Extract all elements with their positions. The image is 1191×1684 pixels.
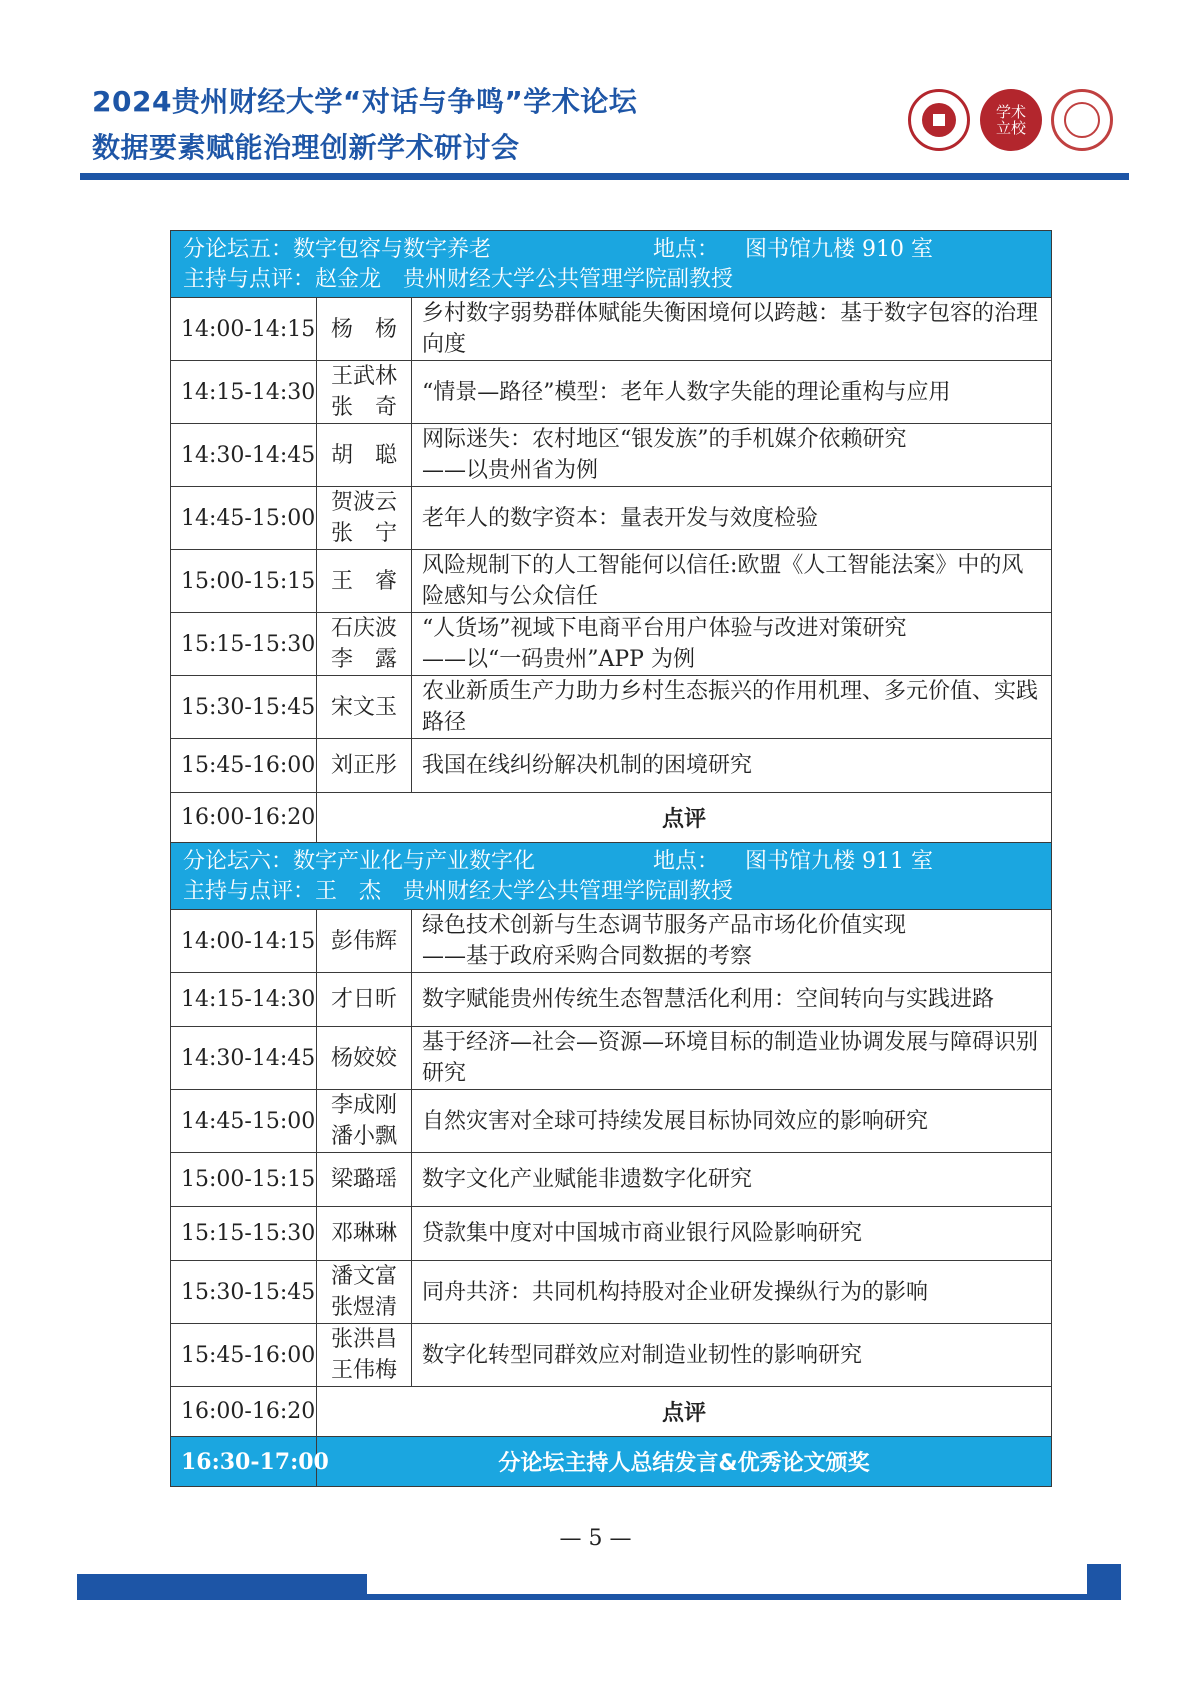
forum5-title: 分论坛五：数字包容与数字养老	[183, 237, 492, 262]
paper-topic: 风险规制下的人工智能何以信任:欧盟《人工智能法案》中的风险感知与公众信任	[412, 550, 1052, 613]
table-row	[171, 1261, 1052, 1324]
document-subtitle: 数据要素赋能治理创新学术研讨会	[92, 131, 520, 164]
presenter-name: 潘文富 张煜清	[317, 1261, 412, 1324]
forum6-title: 分论坛六：数字产业化与产业数字化	[183, 849, 536, 874]
seal-text: 学术 立校	[995, 103, 1026, 137]
forum6-review-row	[171, 1387, 1052, 1437]
presenter-name: 张洪昌 王伟梅	[317, 1324, 412, 1387]
presenter-name: 王武林 张 奇	[317, 361, 412, 424]
review-label: 点评	[317, 793, 1052, 843]
forum6-location: 图书馆九楼 911 室	[745, 849, 933, 874]
presenter-name: 胡 聪	[317, 424, 412, 487]
session-time: 14:15-14:30	[171, 361, 317, 424]
paper-topic: 基于经济—社会—资源—环境目标的制造业协调发展与障碍识别研究	[412, 1027, 1052, 1090]
table-row	[171, 1207, 1052, 1261]
session-time: 15:00-15:15	[171, 1153, 317, 1207]
session-time: 15:45-16:00	[171, 1324, 317, 1387]
table-row	[171, 739, 1052, 793]
forum5-location-label: 地点：	[653, 237, 720, 262]
paper-topic: 数字赋能贵州传统生态智慧活化利用：空间转向与实践进路	[412, 973, 1052, 1027]
presenter-name: 石庆波 李 露	[317, 613, 412, 676]
table-row	[171, 550, 1052, 613]
session-time: 15:15-15:30	[171, 613, 317, 676]
academic-seal-icon	[980, 89, 1042, 151]
table-row	[171, 910, 1052, 973]
table-row	[171, 298, 1052, 361]
forum6-host: 主持与点评：王 杰 贵州财经大学公共管理学院副教授	[183, 879, 734, 904]
table-row	[171, 424, 1052, 487]
table-row	[171, 1090, 1052, 1153]
table-row	[171, 1153, 1052, 1207]
forum5-header	[171, 231, 1052, 298]
paper-topic: 同舟共济：共同机构持股对企业研发操纵行为的影响	[412, 1261, 1052, 1324]
footer-bar-left	[77, 1574, 367, 1596]
session-time: 14:00-14:15	[171, 298, 317, 361]
closing-label: 分论坛主持人总结发言&优秀论文颁奖	[317, 1437, 1052, 1487]
paper-topic: 我国在线纠纷解决机制的困境研究	[412, 739, 1052, 793]
paper-topic: 自然灾害对全球可持续发展目标协同效应的影响研究	[412, 1090, 1052, 1153]
table-row	[171, 676, 1052, 739]
forum6-location-label: 地点：	[653, 849, 720, 874]
session-time: 14:30-14:45	[171, 1027, 317, 1090]
session-time: 15:30-15:45	[171, 1261, 317, 1324]
presenter-name: 才日昕	[317, 973, 412, 1027]
session-time: 15:15-15:30	[171, 1207, 317, 1261]
college-seal-icon	[1051, 89, 1113, 151]
review-time: 16:00-16:20	[171, 1387, 317, 1437]
paper-topic: 乡村数字弱势群体赋能失衡困境何以跨越：基于数字包容的治理向度	[412, 298, 1052, 361]
presenter-name: 邓琳琳	[317, 1207, 412, 1261]
session-time: 15:30-15:45	[171, 676, 317, 739]
forum5-title-line	[183, 235, 1039, 265]
table-row	[171, 613, 1052, 676]
review-time: 16:00-16:20	[171, 793, 317, 843]
presenter-name: 贺波云 张 宁	[317, 487, 412, 550]
university-seal-icon	[908, 89, 970, 151]
footer-rule	[77, 1594, 1121, 1600]
presenter-name: 梁璐瑶	[317, 1153, 412, 1207]
session-time: 14:15-14:30	[171, 973, 317, 1027]
session-time: 14:45-15:00	[171, 487, 317, 550]
presenter-name: 杨 杨	[317, 298, 412, 361]
table-row	[171, 973, 1052, 1027]
presenter-name: 李成刚 潘小飘	[317, 1090, 412, 1153]
paper-topic: 农业新质生产力助力乡村生态振兴的作用机理、多元价值、实践路径	[412, 676, 1052, 739]
presenter-name: 宋文玉	[317, 676, 412, 739]
table-row	[171, 361, 1052, 424]
forum6-header	[171, 843, 1052, 910]
paper-topic: 老年人的数字资本：量表开发与效度检验	[412, 487, 1052, 550]
paper-topic: 网际迷失：农村地区“银发族”的手机媒介依赖研究 ——以贵州省为例	[412, 424, 1052, 487]
forum5-review-row	[171, 793, 1052, 843]
forum5-host: 主持与点评：赵金龙 贵州财经大学公共管理学院副教授	[183, 267, 734, 292]
paper-topic: 贷款集中度对中国城市商业银行风险影响研究	[412, 1207, 1052, 1261]
paper-topic: 绿色技术创新与生态调节服务产品市场化价值实现 ——基于政府采购合同数据的考察	[412, 910, 1052, 973]
paper-topic: 数字化转型同群效应对制造业韧性的影响研究	[412, 1324, 1052, 1387]
closing-time: 16:30-17:00	[171, 1437, 317, 1487]
paper-topic: “人货场”视域下电商平台用户体验与改进对策研究 ——以“一码贵州”APP 为例	[412, 613, 1052, 676]
paper-topic: “情景—路径”模型：老年人数字失能的理论重构与应用	[412, 361, 1052, 424]
table-row	[171, 1027, 1052, 1090]
forum6-title-line	[183, 847, 1039, 877]
footer-bar-right	[1087, 1564, 1121, 1596]
closing-row	[171, 1437, 1052, 1487]
header-rule	[80, 173, 1129, 180]
forum6-header-row	[171, 843, 1052, 910]
forum5-location: 图书馆九楼 910 室	[745, 237, 933, 262]
session-time: 15:45-16:00	[171, 739, 317, 793]
forum5-header-row	[171, 231, 1052, 298]
session-time: 14:45-15:00	[171, 1090, 317, 1153]
review-label: 点评	[317, 1387, 1052, 1437]
paper-topic: 数字文化产业赋能非遗数字化研究	[412, 1153, 1052, 1207]
session-time: 14:00-14:15	[171, 910, 317, 973]
presenter-name: 刘正彤	[317, 739, 412, 793]
document-title: 2024贵州财经大学“对话与争鸣”学术论坛	[92, 85, 638, 118]
presenter-name: 王 睿	[317, 550, 412, 613]
session-time: 14:30-14:45	[171, 424, 317, 487]
presenter-name: 杨姣姣	[317, 1027, 412, 1090]
table-row	[171, 1324, 1052, 1387]
table-row	[171, 487, 1052, 550]
page-number: — 5 —	[559, 1526, 632, 1551]
presenter-name: 彭伟辉	[317, 910, 412, 973]
session-time: 15:00-15:15	[171, 550, 317, 613]
schedule-table	[170, 230, 1052, 1487]
